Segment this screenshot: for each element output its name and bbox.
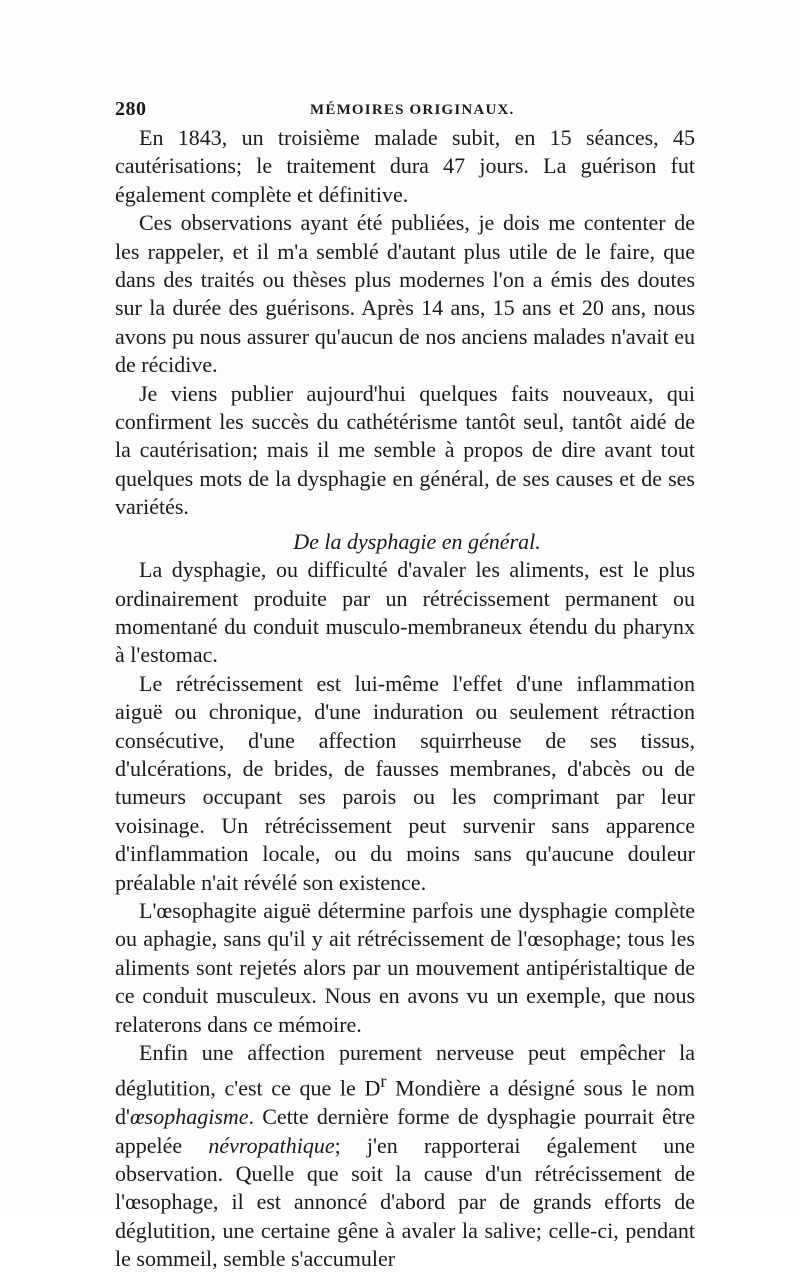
paragraph-7-text-c: . Cette dernière forme de dysphagie pourrait être appelée <box>115 1104 695 1158</box>
doctor-abbrev-superscript: r <box>380 1071 387 1092</box>
body-text <box>115 124 695 1274</box>
running-title: MÉMOIRES ORIGINAUX. <box>310 102 515 118</box>
term-nevropathique: névropathique <box>208 1132 335 1158</box>
paragraph-7-text-b: Mondière a désigné sous le nom d' <box>115 1075 695 1130</box>
paragraph-3: Je viens publier aujourd'hui quelques faits nouveaux, qui confirment les succès du cathétérisme tantôt seul, tantôt aidé de la cautérisation; mais il me semble à propos de dire avant tout quelques mots de la dysphagie en général, de ses causes et de ses variétés. <box>115 380 695 520</box>
paragraph-7-text-d: ; j'en rapporterai également une observation. Quelle que soit la cause d'un rétrécissement de l'œsophage, il est annoncé d'abord par de grands efforts de déglutition, une certaine gêne à avaler la salive; celle-ci, pendant le sommeil, semble s'accumuler <box>115 1132 695 1272</box>
paragraph-7 <box>115 1039 695 1274</box>
paragraph-2: Ces observations ayant été publiées, je dois me contenter de les rappeler, et il m'a semblé d'autant plus utile de le faire, que dans des traités ou thèses plus modernes l'on a émis des doutes sur la durée des guérisons. Après 14 ans, 15 ans et 20 ans, nous avons pu nous assurer qu'aucun de nos anciens malades n'avait eu de récidive. <box>115 210 695 378</box>
term-oesophagisme: œsophagisme <box>129 1104 249 1130</box>
paragraph-4: La dysphagie, ou difficulté d'avaler les aliments, est le plus ordinairement produite par un rétrécissement permanent ou momentané du conduit musculo-membraneux étendu du pharynx à l'estomac. <box>115 557 695 668</box>
paragraph-5: Le rétrécissement est lui-même l'effet d'une inflammation aiguë ou chronique, d'une induration ou seulement rétraction consécutive, d'une affection squirrheuse de ses tissus, d'ulcérations, de brides, de fausses membranes, d'abcès ou de tumeurs occupant ses parois ou les comprimant par leur voisinage. Un rétrécissement peut survenir sans apparence d'inflammation locale, ou du moins sans qu'aucune douleur préalable n'ait révélé son existence. <box>115 670 695 895</box>
paragraph-1: En 1843, un troisième malade subit, en 15 séances, 45 cautérisations; le traitement dura 47 jours. La guérison fut également complète et définitive. <box>115 125 695 207</box>
paragraph-7-text-a: Enfin une affection purement nerveuse peut empêcher la déglutition, c'est ce que le D <box>115 1040 695 1101</box>
running-header <box>115 98 690 122</box>
page-number: 280 <box>115 98 147 120</box>
paragraph-6: L'œsophagite aiguë détermine parfois une dysphagie complète ou aphagie, sans qu'il y ait rétrécissement de l'œsophage; tous les aliments sont rejetés alors par un mouvement antipéristaltique de ce conduit musculeux. Nous en avons vu un exemple, que nous relaterons dans ce mémoire. <box>115 897 695 1037</box>
section-heading: De la dysphagie en général. <box>293 528 541 554</box>
